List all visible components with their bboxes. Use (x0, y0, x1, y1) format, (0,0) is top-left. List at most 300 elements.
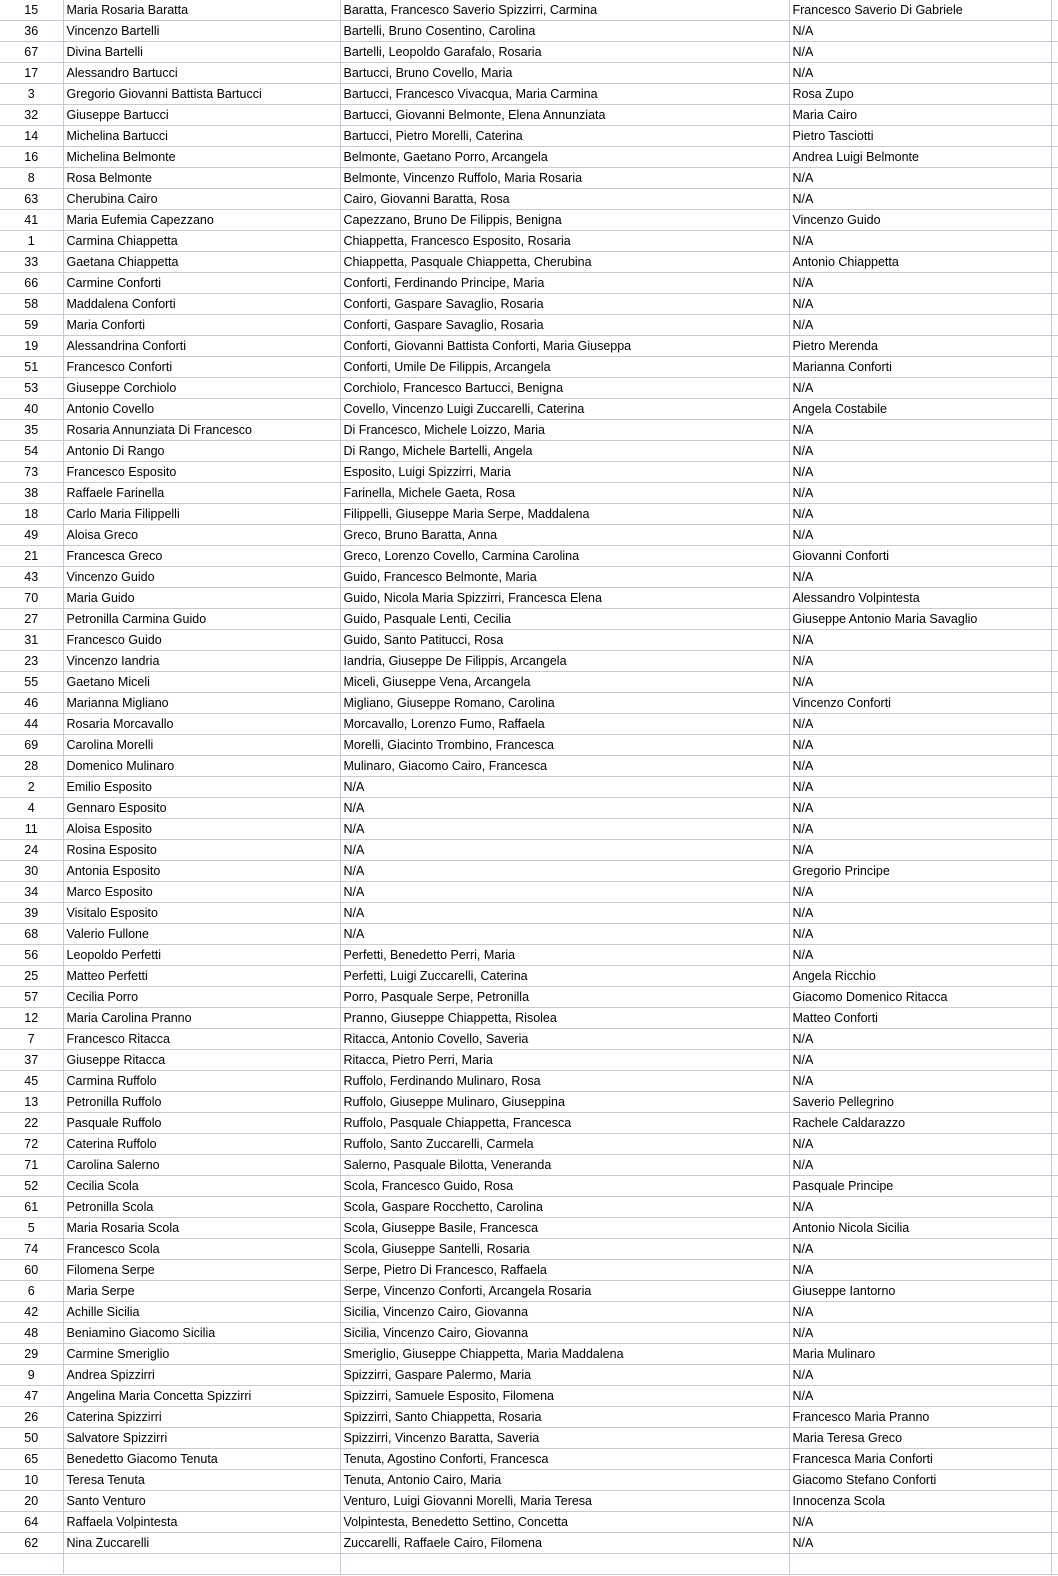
cell-spouse[interactable]: Maria Cairo (789, 105, 1051, 126)
cell-spouse[interactable] (789, 1554, 1051, 1575)
cell-empty[interactable] (1051, 819, 1058, 840)
cell-id[interactable]: 27 (0, 609, 63, 630)
cell-empty[interactable] (1051, 1344, 1058, 1365)
cell-parents[interactable]: Di Rango, Michele Bartelli, Angela (340, 441, 789, 462)
cell-empty[interactable] (1051, 84, 1058, 105)
cell-name[interactable]: Domenico Mulinaro (63, 756, 340, 777)
cell-id[interactable] (0, 1554, 63, 1575)
cell-empty[interactable] (1051, 525, 1058, 546)
cell-id[interactable]: 53 (0, 378, 63, 399)
cell-spouse[interactable]: N/A (789, 273, 1051, 294)
cell-id[interactable]: 8 (0, 168, 63, 189)
cell-name[interactable]: Achille Sicilia (63, 1302, 340, 1323)
cell-parents[interactable]: Scola, Gaspare Rocchetto, Carolina (340, 1197, 789, 1218)
cell-spouse[interactable]: N/A (789, 420, 1051, 441)
cell-name[interactable]: Matteo Perfetti (63, 966, 340, 987)
cell-name[interactable]: Valerio Fullone (63, 924, 340, 945)
cell-name[interactable]: Rosaria Morcavallo (63, 714, 340, 735)
cell-id[interactable]: 62 (0, 1533, 63, 1554)
cell-id[interactable]: 44 (0, 714, 63, 735)
cell-empty[interactable] (1051, 21, 1058, 42)
cell-spouse[interactable]: Innocenza Scola (789, 1491, 1051, 1512)
cell-id[interactable]: 68 (0, 924, 63, 945)
cell-id[interactable]: 74 (0, 1239, 63, 1260)
cell-empty[interactable] (1051, 1470, 1058, 1491)
cell-spouse[interactable]: Gregorio Principe (789, 861, 1051, 882)
cell-empty[interactable] (1051, 546, 1058, 567)
cell-id[interactable]: 64 (0, 1512, 63, 1533)
cell-empty[interactable] (1051, 630, 1058, 651)
cell-parents[interactable]: Greco, Bruno Baratta, Anna (340, 525, 789, 546)
cell-spouse[interactable]: Pasquale Principe (789, 1176, 1051, 1197)
cell-parents[interactable]: N/A (340, 903, 789, 924)
cell-parents[interactable]: Bartucci, Bruno Covello, Maria (340, 63, 789, 84)
cell-empty[interactable] (1051, 987, 1058, 1008)
cell-parents[interactable]: Iandria, Giuseppe De Filippis, Arcangela (340, 651, 789, 672)
cell-name[interactable]: Francesco Esposito (63, 462, 340, 483)
cell-parents[interactable]: Morcavallo, Lorenzo Fumo, Raffaela (340, 714, 789, 735)
cell-parents[interactable]: Conforti, Ferdinando Principe, Maria (340, 273, 789, 294)
cell-empty[interactable] (1051, 651, 1058, 672)
cell-id[interactable]: 1 (0, 231, 63, 252)
cell-name[interactable]: Raffaele Farinella (63, 483, 340, 504)
cell-empty[interactable] (1051, 231, 1058, 252)
cell-name[interactable]: Santo Venturo (63, 1491, 340, 1512)
cell-empty[interactable] (1051, 609, 1058, 630)
cell-spouse[interactable]: N/A (789, 525, 1051, 546)
cell-id[interactable]: 14 (0, 126, 63, 147)
cell-parents[interactable]: N/A (340, 840, 789, 861)
cell-empty[interactable] (1051, 1008, 1058, 1029)
cell-parents[interactable]: Porro, Pasquale Serpe, Petronilla (340, 987, 789, 1008)
cell-name[interactable]: Aloisa Esposito (63, 819, 340, 840)
cell-empty[interactable] (1051, 189, 1058, 210)
cell-name[interactable]: Giuseppe Ritacca (63, 1050, 340, 1071)
cell-name[interactable]: Maria Rosaria Scola (63, 1218, 340, 1239)
cell-parents[interactable]: Guido, Nicola Maria Spizzirri, Francesca Elena (340, 588, 789, 609)
cell-spouse[interactable]: Angela Ricchio (789, 966, 1051, 987)
cell-id[interactable]: 20 (0, 1491, 63, 1512)
cell-name[interactable]: Caterina Spizzirri (63, 1407, 340, 1428)
cell-empty[interactable] (1051, 1155, 1058, 1176)
cell-empty[interactable] (1051, 1554, 1058, 1575)
cell-name[interactable]: Divina Bartelli (63, 42, 340, 63)
cell-spouse[interactable]: N/A (789, 777, 1051, 798)
cell-id[interactable]: 19 (0, 336, 63, 357)
cell-parents[interactable]: Belmonte, Gaetano Porro, Arcangela (340, 147, 789, 168)
cell-id[interactable]: 47 (0, 1386, 63, 1407)
cell-empty[interactable] (1051, 1260, 1058, 1281)
cell-id[interactable]: 7 (0, 1029, 63, 1050)
cell-id[interactable]: 17 (0, 63, 63, 84)
cell-parents[interactable]: Cairo, Giovanni Baratta, Rosa (340, 189, 789, 210)
cell-id[interactable]: 28 (0, 756, 63, 777)
cell-name[interactable]: Pasquale Ruffolo (63, 1113, 340, 1134)
cell-empty[interactable] (1051, 336, 1058, 357)
cell-spouse[interactable]: N/A (789, 441, 1051, 462)
cell-spouse[interactable]: Pietro Merenda (789, 336, 1051, 357)
cell-name[interactable]: Rosaria Annunziata Di Francesco (63, 420, 340, 441)
cell-name[interactable]: Carmine Conforti (63, 273, 340, 294)
cell-parents[interactable]: Ritacca, Antonio Covello, Saveria (340, 1029, 789, 1050)
cell-name[interactable]: Vincenzo Bartelli (63, 21, 340, 42)
cell-parents[interactable]: Ritacca, Pietro Perri, Maria (340, 1050, 789, 1071)
cell-spouse[interactable]: N/A (789, 1512, 1051, 1533)
cell-empty[interactable] (1051, 462, 1058, 483)
cell-name[interactable] (63, 1554, 340, 1575)
cell-empty[interactable] (1051, 1029, 1058, 1050)
cell-empty[interactable] (1051, 42, 1058, 63)
cell-spouse[interactable]: Vincenzo Guido (789, 210, 1051, 231)
cell-parents[interactable]: Salerno, Pasquale Bilotta, Veneranda (340, 1155, 789, 1176)
cell-id[interactable]: 29 (0, 1344, 63, 1365)
cell-spouse[interactable]: Antonio Nicola Sicilia (789, 1218, 1051, 1239)
cell-parents[interactable]: Bartucci, Giovanni Belmonte, Elena Annunziata (340, 105, 789, 126)
cell-id[interactable]: 39 (0, 903, 63, 924)
cell-parents[interactable]: N/A (340, 777, 789, 798)
cell-id[interactable]: 13 (0, 1092, 63, 1113)
cell-parents[interactable]: Spizzirri, Samuele Esposito, Filomena (340, 1386, 789, 1407)
cell-empty[interactable] (1051, 1428, 1058, 1449)
cell-name[interactable]: Teresa Tenuta (63, 1470, 340, 1491)
cell-spouse[interactable]: N/A (789, 21, 1051, 42)
cell-id[interactable]: 40 (0, 399, 63, 420)
cell-empty[interactable] (1051, 441, 1058, 462)
cell-id[interactable]: 38 (0, 483, 63, 504)
cell-empty[interactable] (1051, 1092, 1058, 1113)
cell-empty[interactable] (1051, 252, 1058, 273)
cell-empty[interactable] (1051, 126, 1058, 147)
cell-spouse[interactable]: Francesca Maria Conforti (789, 1449, 1051, 1470)
cell-id[interactable]: 30 (0, 861, 63, 882)
cell-empty[interactable] (1051, 1533, 1058, 1554)
cell-empty[interactable] (1051, 672, 1058, 693)
cell-name[interactable]: Raffaela Volpintesta (63, 1512, 340, 1533)
cell-spouse[interactable]: N/A (789, 735, 1051, 756)
cell-spouse[interactable]: N/A (789, 1029, 1051, 1050)
cell-name[interactable]: Maddalena Conforti (63, 294, 340, 315)
cell-spouse[interactable]: N/A (789, 1323, 1051, 1344)
cell-empty[interactable] (1051, 567, 1058, 588)
cell-name[interactable]: Antonio Di Rango (63, 441, 340, 462)
cell-id[interactable]: 18 (0, 504, 63, 525)
cell-parents[interactable]: Guido, Santo Patitucci, Rosa (340, 630, 789, 651)
cell-spouse[interactable]: N/A (789, 1386, 1051, 1407)
cell-spouse[interactable]: Giuseppe Antonio Maria Savaglio (789, 609, 1051, 630)
cell-name[interactable]: Leopoldo Perfetti (63, 945, 340, 966)
cell-empty[interactable] (1051, 273, 1058, 294)
cell-spouse[interactable]: N/A (789, 189, 1051, 210)
cell-parents[interactable]: Volpintesta, Benedetto Settino, Concetta (340, 1512, 789, 1533)
cell-empty[interactable] (1051, 1071, 1058, 1092)
cell-empty[interactable] (1051, 798, 1058, 819)
cell-id[interactable]: 26 (0, 1407, 63, 1428)
cell-name[interactable]: Cherubina Cairo (63, 189, 340, 210)
cell-empty[interactable] (1051, 1449, 1058, 1470)
cell-empty[interactable] (1051, 105, 1058, 126)
cell-name[interactable]: Gaetana Chiappetta (63, 252, 340, 273)
cell-spouse[interactable]: N/A (789, 231, 1051, 252)
cell-spouse[interactable]: N/A (789, 1071, 1051, 1092)
cell-empty[interactable] (1051, 1218, 1058, 1239)
cell-name[interactable]: Cecilia Porro (63, 987, 340, 1008)
cell-id[interactable]: 24 (0, 840, 63, 861)
cell-empty[interactable] (1051, 735, 1058, 756)
cell-id[interactable]: 31 (0, 630, 63, 651)
cell-name[interactable]: Francesca Greco (63, 546, 340, 567)
cell-parents[interactable]: Ruffolo, Ferdinando Mulinaro, Rosa (340, 1071, 789, 1092)
cell-name[interactable]: Carmina Chiappetta (63, 231, 340, 252)
cell-id[interactable]: 48 (0, 1323, 63, 1344)
cell-id[interactable]: 46 (0, 693, 63, 714)
cell-empty[interactable] (1051, 1134, 1058, 1155)
cell-name[interactable]: Rosa Belmonte (63, 168, 340, 189)
cell-id[interactable]: 15 (0, 0, 63, 21)
cell-id[interactable]: 34 (0, 882, 63, 903)
cell-id[interactable]: 72 (0, 1134, 63, 1155)
cell-empty[interactable] (1051, 1386, 1058, 1407)
cell-spouse[interactable]: N/A (789, 714, 1051, 735)
cell-parents[interactable]: Baratta, Francesco Saverio Spizzirri, Carmina (340, 0, 789, 21)
cell-empty[interactable] (1051, 483, 1058, 504)
cell-spouse[interactable]: Marianna Conforti (789, 357, 1051, 378)
cell-name[interactable]: Carlo Maria Filippelli (63, 504, 340, 525)
cell-id[interactable]: 50 (0, 1428, 63, 1449)
cell-name[interactable]: Francesco Ritacca (63, 1029, 340, 1050)
cell-id[interactable]: 42 (0, 1302, 63, 1323)
cell-empty[interactable] (1051, 1113, 1058, 1134)
cell-name[interactable]: Maria Eufemia Capezzano (63, 210, 340, 231)
cell-parents[interactable] (340, 1554, 789, 1575)
cell-empty[interactable] (1051, 588, 1058, 609)
cell-parents[interactable]: Tenuta, Agostino Conforti, Francesca (340, 1449, 789, 1470)
cell-name[interactable]: Maria Conforti (63, 315, 340, 336)
cell-name[interactable]: Nina Zuccarelli (63, 1533, 340, 1554)
cell-id[interactable]: 25 (0, 966, 63, 987)
cell-spouse[interactable]: Giuseppe Iantorno (789, 1281, 1051, 1302)
cell-id[interactable]: 66 (0, 273, 63, 294)
cell-spouse[interactable]: N/A (789, 315, 1051, 336)
cell-id[interactable]: 61 (0, 1197, 63, 1218)
cell-name[interactable]: Caterina Ruffolo (63, 1134, 340, 1155)
cell-empty[interactable] (1051, 1050, 1058, 1071)
cell-name[interactable]: Aloisa Greco (63, 525, 340, 546)
cell-spouse[interactable]: N/A (789, 168, 1051, 189)
cell-parents[interactable]: Perfetti, Luigi Zuccarelli, Caterina (340, 966, 789, 987)
cell-id[interactable]: 63 (0, 189, 63, 210)
cell-id[interactable]: 41 (0, 210, 63, 231)
cell-spouse[interactable]: Giacomo Domenico Ritacca (789, 987, 1051, 1008)
cell-id[interactable]: 21 (0, 546, 63, 567)
cell-id[interactable]: 33 (0, 252, 63, 273)
cell-id[interactable]: 23 (0, 651, 63, 672)
cell-id[interactable]: 65 (0, 1449, 63, 1470)
cell-spouse[interactable]: N/A (789, 756, 1051, 777)
cell-id[interactable]: 43 (0, 567, 63, 588)
cell-parents[interactable]: N/A (340, 882, 789, 903)
cell-name[interactable]: Filomena Serpe (63, 1260, 340, 1281)
cell-name[interactable]: Alessandro Bartucci (63, 63, 340, 84)
cell-empty[interactable] (1051, 1281, 1058, 1302)
cell-name[interactable]: Marianna Migliano (63, 693, 340, 714)
cell-name[interactable]: Beniamino Giacomo Sicilia (63, 1323, 340, 1344)
cell-parents[interactable]: Perfetti, Benedetto Perri, Maria (340, 945, 789, 966)
cell-empty[interactable] (1051, 420, 1058, 441)
cell-id[interactable]: 58 (0, 294, 63, 315)
cell-name[interactable]: Vincenzo Guido (63, 567, 340, 588)
cell-id[interactable]: 2 (0, 777, 63, 798)
cell-empty[interactable] (1051, 147, 1058, 168)
cell-name[interactable]: Carolina Salerno (63, 1155, 340, 1176)
cell-name[interactable]: Angelina Maria Concetta Spizzirri (63, 1386, 340, 1407)
cell-name[interactable]: Gaetano Miceli (63, 672, 340, 693)
cell-spouse[interactable]: N/A (789, 1365, 1051, 1386)
cell-spouse[interactable]: N/A (789, 798, 1051, 819)
cell-parents[interactable]: Filippelli, Giuseppe Maria Serpe, Maddalena (340, 504, 789, 525)
cell-parents[interactable]: Scola, Francesco Guido, Rosa (340, 1176, 789, 1197)
cell-name[interactable]: Giuseppe Corchiolo (63, 378, 340, 399)
cell-parents[interactable]: N/A (340, 861, 789, 882)
cell-parents[interactable]: Conforti, Gaspare Savaglio, Rosaria (340, 315, 789, 336)
cell-spouse[interactable]: N/A (789, 1155, 1051, 1176)
cell-id[interactable]: 49 (0, 525, 63, 546)
cell-id[interactable]: 11 (0, 819, 63, 840)
cell-id[interactable]: 69 (0, 735, 63, 756)
cell-name[interactable]: Marco Esposito (63, 882, 340, 903)
cell-empty[interactable] (1051, 504, 1058, 525)
cell-parents[interactable]: Migliano, Giuseppe Romano, Carolina (340, 693, 789, 714)
cell-parents[interactable]: Smeriglio, Giuseppe Chiappetta, Maria Maddalena (340, 1344, 789, 1365)
cell-name[interactable]: Carmine Smeriglio (63, 1344, 340, 1365)
cell-parents[interactable]: Ruffolo, Giuseppe Mulinaro, Giuseppina (340, 1092, 789, 1113)
cell-spouse[interactable]: N/A (789, 651, 1051, 672)
cell-id[interactable]: 54 (0, 441, 63, 462)
cell-parents[interactable]: Conforti, Giovanni Battista Conforti, Maria Giuseppa (340, 336, 789, 357)
cell-empty[interactable] (1051, 168, 1058, 189)
cell-spouse[interactable]: N/A (789, 1302, 1051, 1323)
cell-name[interactable]: Maria Carolina Pranno (63, 1008, 340, 1029)
cell-spouse[interactable]: N/A (789, 1260, 1051, 1281)
cell-parents[interactable]: Covello, Vincenzo Luigi Zuccarelli, Caterina (340, 399, 789, 420)
cell-empty[interactable] (1051, 756, 1058, 777)
cell-spouse[interactable]: Pietro Tasciotti (789, 126, 1051, 147)
cell-spouse[interactable]: N/A (789, 378, 1051, 399)
cell-parents[interactable]: Capezzano, Bruno De Filippis, Benigna (340, 210, 789, 231)
cell-spouse[interactable]: Saverio Pellegrino (789, 1092, 1051, 1113)
cell-id[interactable]: 32 (0, 105, 63, 126)
cell-spouse[interactable]: Francesco Maria Pranno (789, 1407, 1051, 1428)
cell-parents[interactable]: Sicilia, Vincenzo Cairo, Giovanna (340, 1323, 789, 1344)
cell-id[interactable]: 3 (0, 84, 63, 105)
cell-parents[interactable]: Chiappetta, Francesco Esposito, Rosaria (340, 231, 789, 252)
cell-id[interactable]: 56 (0, 945, 63, 966)
cell-parents[interactable]: Guido, Francesco Belmonte, Maria (340, 567, 789, 588)
cell-id[interactable]: 52 (0, 1176, 63, 1197)
cell-spouse[interactable]: Andrea Luigi Belmonte (789, 147, 1051, 168)
cell-id[interactable]: 5 (0, 1218, 63, 1239)
cell-name[interactable]: Cecilia Scola (63, 1176, 340, 1197)
cell-empty[interactable] (1051, 0, 1058, 21)
cell-id[interactable]: 12 (0, 1008, 63, 1029)
cell-name[interactable]: Visitalo Esposito (63, 903, 340, 924)
cell-parents[interactable]: Serpe, Vincenzo Conforti, Arcangela Rosaria (340, 1281, 789, 1302)
cell-id[interactable]: 16 (0, 147, 63, 168)
cell-name[interactable]: Antonio Covello (63, 399, 340, 420)
cell-name[interactable]: Maria Guido (63, 588, 340, 609)
cell-empty[interactable] (1051, 315, 1058, 336)
cell-parents[interactable]: Esposito, Luigi Spizzirri, Maria (340, 462, 789, 483)
cell-name[interactable]: Giuseppe Bartucci (63, 105, 340, 126)
cell-name[interactable]: Salvatore Spizzirri (63, 1428, 340, 1449)
cell-name[interactable]: Francesco Guido (63, 630, 340, 651)
cell-parents[interactable]: Belmonte, Vincenzo Ruffolo, Maria Rosaria (340, 168, 789, 189)
cell-empty[interactable] (1051, 1512, 1058, 1533)
cell-parents[interactable]: Ruffolo, Pasquale Chiappetta, Francesca (340, 1113, 789, 1134)
cell-id[interactable]: 71 (0, 1155, 63, 1176)
cell-empty[interactable] (1051, 1365, 1058, 1386)
cell-parents[interactable]: Pranno, Giuseppe Chiappetta, Risolea (340, 1008, 789, 1029)
cell-parents[interactable]: Zuccarelli, Raffaele Cairo, Filomena (340, 1533, 789, 1554)
cell-spouse[interactable]: N/A (789, 1239, 1051, 1260)
cell-empty[interactable] (1051, 210, 1058, 231)
cell-empty[interactable] (1051, 924, 1058, 945)
cell-empty[interactable] (1051, 399, 1058, 420)
cell-name[interactable]: Petronilla Carmina Guido (63, 609, 340, 630)
cell-parents[interactable]: Chiappetta, Pasquale Chiappetta, Cherubina (340, 252, 789, 273)
cell-id[interactable]: 70 (0, 588, 63, 609)
cell-parents[interactable]: Spizzirri, Vincenzo Baratta, Saveria (340, 1428, 789, 1449)
cell-name[interactable]: Francesco Scola (63, 1239, 340, 1260)
cell-spouse[interactable]: N/A (789, 945, 1051, 966)
cell-empty[interactable] (1051, 777, 1058, 798)
cell-spouse[interactable]: N/A (789, 1134, 1051, 1155)
cell-empty[interactable] (1051, 861, 1058, 882)
cell-name[interactable]: Alessandrina Conforti (63, 336, 340, 357)
cell-spouse[interactable]: Angela Costabile (789, 399, 1051, 420)
cell-name[interactable]: Francesco Conforti (63, 357, 340, 378)
cell-name[interactable]: Maria Rosaria Baratta (63, 0, 340, 21)
cell-parents[interactable]: Corchiolo, Francesco Bartucci, Benigna (340, 378, 789, 399)
cell-id[interactable]: 36 (0, 21, 63, 42)
cell-empty[interactable] (1051, 714, 1058, 735)
cell-spouse[interactable]: N/A (789, 819, 1051, 840)
cell-id[interactable]: 59 (0, 315, 63, 336)
cell-id[interactable]: 35 (0, 420, 63, 441)
cell-parents[interactable]: N/A (340, 819, 789, 840)
cell-id[interactable]: 10 (0, 1470, 63, 1491)
cell-empty[interactable] (1051, 357, 1058, 378)
cell-empty[interactable] (1051, 693, 1058, 714)
cell-name[interactable]: Michelina Belmonte (63, 147, 340, 168)
cell-empty[interactable] (1051, 63, 1058, 84)
cell-name[interactable]: Benedetto Giacomo Tenuta (63, 1449, 340, 1470)
cell-id[interactable]: 55 (0, 672, 63, 693)
cell-id[interactable]: 57 (0, 987, 63, 1008)
cell-empty[interactable] (1051, 945, 1058, 966)
cell-empty[interactable] (1051, 1239, 1058, 1260)
cell-id[interactable]: 45 (0, 1071, 63, 1092)
cell-id[interactable]: 6 (0, 1281, 63, 1302)
cell-id[interactable]: 60 (0, 1260, 63, 1281)
cell-parents[interactable]: Di Francesco, Michele Loizzo, Maria (340, 420, 789, 441)
cell-parents[interactable]: Bartucci, Francesco Vivacqua, Maria Carmina (340, 84, 789, 105)
cell-parents[interactable]: Spizzirri, Santo Chiappetta, Rosaria (340, 1407, 789, 1428)
cell-spouse[interactable]: N/A (789, 924, 1051, 945)
cell-empty[interactable] (1051, 1407, 1058, 1428)
cell-id[interactable]: 22 (0, 1113, 63, 1134)
cell-spouse[interactable]: Maria Teresa Greco (789, 1428, 1051, 1449)
cell-spouse[interactable]: Francesco Saverio Di Gabriele (789, 0, 1051, 21)
